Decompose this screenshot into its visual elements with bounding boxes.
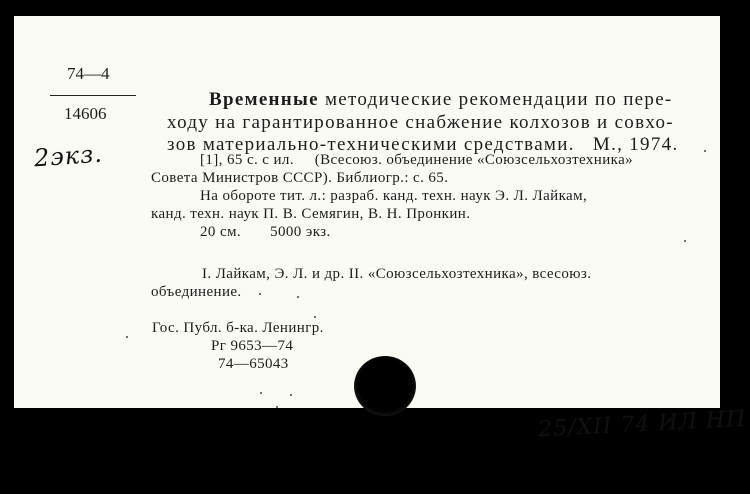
- library-name: Гос. Публ. б-ка. Ленингр.: [152, 320, 324, 336]
- accession-number: 74—65043: [218, 356, 289, 372]
- authors-line-2: канд. техн. наук П. В. Семягин, В. Н. Пронкин.: [151, 206, 471, 222]
- title-line-1: [209, 89, 673, 111]
- speck: [276, 406, 278, 408]
- collation-line: [1], 65 с. с ил. (Всесоюз. объединение «Союзсельхозтехника»: [200, 152, 634, 168]
- series-line: Совета Министров СССР). Библиогр.: с. 65.: [151, 170, 449, 186]
- speck: [297, 296, 299, 298]
- subject-line-2: объединение.: [151, 284, 242, 300]
- subject-line-1: I. Лайкам, Э. Л. и др. II. «Союзсельхозтехника», всесоюз.: [202, 266, 592, 282]
- size-copies-line: 20 см. 5000 экз.: [200, 224, 331, 240]
- authors-line-1: На обороте тит. л.: разраб. канд. техн. наук Э. Л. Лайкам,: [200, 188, 588, 204]
- call-number-bottom: 14606: [64, 104, 107, 123]
- ink-blot: [354, 356, 416, 416]
- speck: [260, 392, 262, 394]
- handwritten-date-note: 25/XII 74 ИЛ НП: [537, 406, 747, 443]
- speck: [684, 240, 686, 242]
- title-line-3: зов материально-техническими средствами. М., 1974.: [167, 134, 679, 155]
- speck: [126, 336, 128, 338]
- handwritten-copies-note: 2экз.: [33, 139, 104, 173]
- catalog-card: [14, 16, 747, 443]
- call-number-top: 74—4: [67, 64, 110, 83]
- registration-number: Рг 9653—74: [211, 338, 294, 354]
- speck: [314, 316, 316, 318]
- speck: [259, 293, 261, 295]
- title-lead-word: Временные: [209, 89, 319, 110]
- call-number-divider: [50, 95, 136, 96]
- title-line-2: ходу на гарантированное снабжение колхозов и совхо-: [167, 112, 674, 133]
- title-line-1-rest: методические рекомендации по пере-: [324, 89, 673, 110]
- speck: [290, 394, 292, 396]
- speck: [704, 150, 706, 152]
